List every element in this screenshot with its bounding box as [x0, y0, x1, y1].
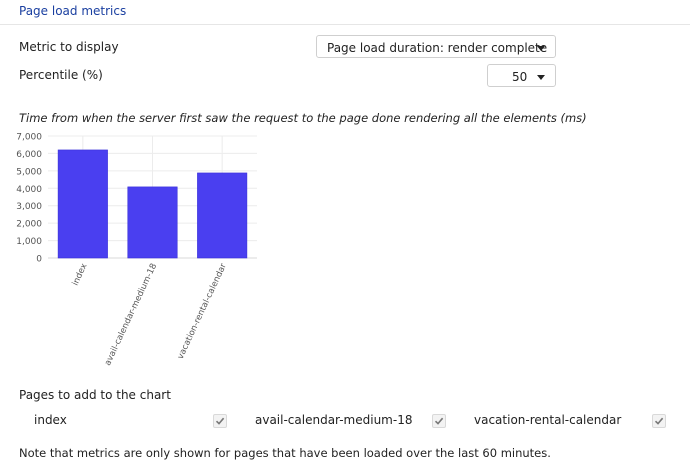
- y-tick-label: 2,000: [16, 219, 42, 230]
- bar-vacation-rental-calendar: [197, 173, 246, 258]
- y-tick-label: 3,000: [16, 202, 42, 213]
- x-tick-label: vacation-rental-calendar: [175, 262, 229, 361]
- x-tick-label: avail-calendar-medium-18: [103, 262, 160, 368]
- percentile-label: Percentile (%): [19, 68, 103, 82]
- y-tick-label: 4,000: [16, 184, 42, 195]
- check-icon: [654, 416, 664, 426]
- page-option-label-vacation-rental-calendar: vacation-rental-calendar: [474, 413, 622, 427]
- chevron-down-icon: [537, 46, 545, 51]
- page-title: Page load metrics: [19, 4, 127, 18]
- page-option-label-avail-calendar-medium-18: avail-calendar-medium-18: [255, 413, 413, 427]
- y-tick-label: 7,000: [16, 132, 42, 143]
- y-tick-label: 5,000: [16, 167, 42, 178]
- metric-label: Metric to display: [19, 40, 119, 54]
- checkbox-avail-calendar-medium-18[interactable]: [432, 414, 446, 428]
- footer-note: Note that metrics are only shown for pages that have been loaded over the last 60 minutes.: [19, 446, 551, 460]
- divider: [0, 24, 690, 25]
- x-tick-label: index: [70, 262, 90, 288]
- metric-select-value: Page load duration: render complete: [327, 41, 548, 55]
- check-icon: [215, 416, 225, 426]
- check-icon: [434, 416, 444, 426]
- chevron-down-icon: [537, 75, 545, 80]
- page-option-label-index: index: [34, 413, 67, 427]
- y-tick-label: 6,000: [16, 149, 42, 160]
- pages-label: Pages to add to the chart: [19, 388, 171, 402]
- percentile-select[interactable]: [487, 64, 556, 87]
- chart-title: Time from when the server first saw the request to the page done rendering all the elements (ms): [19, 111, 587, 125]
- y-tick-label: 1,000: [16, 237, 42, 248]
- bar-chart: [0, 128, 300, 378]
- percentile-select-value: 50: [512, 70, 528, 84]
- metric-select[interactable]: [316, 35, 556, 58]
- bar-avail-calendar-medium-18: [128, 187, 177, 258]
- bar-index: [58, 150, 107, 258]
- y-tick-label: 0: [36, 254, 42, 265]
- checkbox-index[interactable]: [213, 414, 227, 428]
- checkbox-vacation-rental-calendar[interactable]: [652, 414, 666, 428]
